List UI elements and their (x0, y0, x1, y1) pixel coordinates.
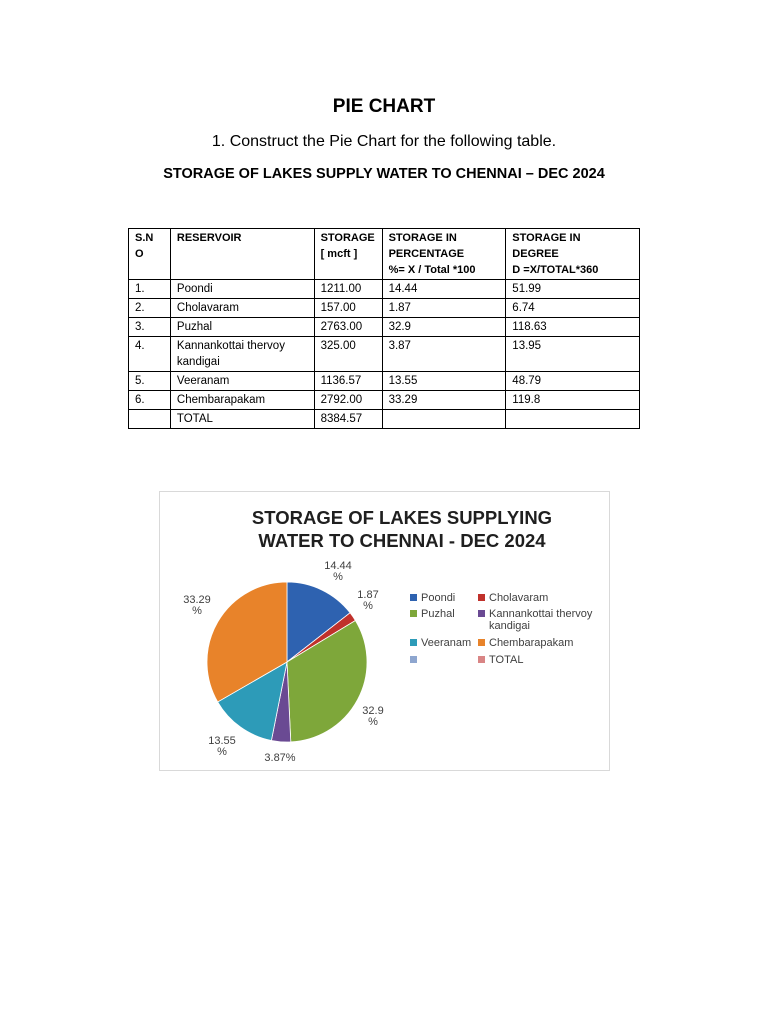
table-row (129, 372, 640, 391)
header-reservoir (170, 229, 314, 280)
header-sno (129, 229, 171, 280)
legend-item (478, 608, 592, 632)
cell-percentage: 13.55 (382, 372, 506, 391)
header-sno-line1: S.N (135, 232, 154, 244)
legend-item (478, 592, 548, 604)
legend-label: TOTAL (489, 654, 524, 666)
pie-data-label: 3.87% (264, 752, 296, 764)
legend-label: Veeranam (421, 637, 472, 649)
legend-label: Kannankottai thervoy (489, 608, 593, 620)
table-row (129, 391, 640, 410)
legend-label: Chembarapakam (489, 637, 574, 649)
cell-percentage: 14.44 (382, 280, 506, 299)
legend-swatch (478, 639, 485, 646)
table-row (129, 318, 640, 337)
pie-data-label: 14.44 % (324, 560, 352, 583)
cell-reservoir: Puzhal (170, 318, 314, 337)
legend-label (421, 654, 424, 666)
cell-reservoir: Veeranam (170, 372, 314, 391)
legend-item (410, 592, 455, 604)
header-percentage (382, 229, 506, 280)
cell-sno: 5. (129, 372, 171, 391)
header-deg-line1: STORAGE IN (512, 232, 581, 244)
cell-percentage: 1.87 (382, 299, 506, 318)
header-storage-line1: STORAGE (320, 232, 375, 244)
legend-item (410, 654, 424, 666)
cell-percentage: 3.87 (382, 337, 506, 372)
header-storage-line2: [ mcft ] (320, 248, 358, 260)
cell-sno: 6. (129, 391, 171, 410)
cell-degree: 51.99 (506, 280, 640, 299)
storage-table (128, 228, 640, 429)
table-row (129, 280, 640, 299)
cell-sno: 2. (129, 299, 171, 318)
header-reservoir-label: RESERVOIR (176, 232, 242, 244)
table-total-row (129, 410, 640, 429)
cell-reservoir: TOTAL (170, 410, 314, 429)
cell-degree: 48.79 (506, 372, 640, 391)
cell-storage: 1136.57 (314, 372, 382, 391)
legend-label: Cholavaram (489, 592, 549, 604)
cell-percentage: 33.29 (382, 391, 506, 410)
header-degree (506, 229, 640, 280)
cell-sno: 1. (129, 280, 171, 299)
cell-degree: 118.63 (506, 318, 640, 337)
legend-swatch (410, 656, 417, 663)
header-sno-line2: O (135, 248, 144, 260)
legend-label: Poondi (421, 592, 456, 604)
legend-label: Puzhal (421, 608, 455, 620)
cell-degree: 6.74 (506, 299, 640, 318)
legend-swatch (410, 594, 417, 601)
legend-item (478, 637, 573, 649)
cell-degree: 119.8 (506, 391, 640, 410)
legend-swatch (410, 610, 417, 617)
chart-title-line1: STORAGE OF LAKES SUPPLYING (251, 507, 553, 528)
legend-item (410, 637, 471, 649)
header-storage (314, 229, 382, 280)
cell-reservoir: Poondi (170, 280, 314, 299)
cell-degree: 13.95 (506, 337, 640, 372)
header-pct-line3: %= X / Total *100 (388, 264, 476, 276)
chart-title-line2: WATER TO CHENNAI - DEC 2024 (258, 530, 546, 551)
instruction-text: 1. Construct the Pie Chart for the following table. (211, 133, 557, 150)
pie-chart (159, 491, 610, 771)
cell-reservoir: Cholavaram (170, 299, 314, 318)
cell-storage: 8384.57 (314, 410, 382, 429)
cell-reservoir: Chembarapakam (170, 391, 314, 410)
cell-degree (506, 410, 640, 429)
legend-swatch (410, 639, 417, 646)
cell-sno: 4. (129, 337, 171, 372)
legend-item (478, 654, 523, 666)
table-subtitle: STORAGE OF LAKES SUPPLY WATER TO CHENNAI – DEC 2024 (163, 166, 605, 182)
cell-sno (129, 410, 171, 429)
cell-percentage (382, 410, 506, 429)
pie-data-label: 13.55 % (208, 735, 236, 758)
table-header-row (129, 229, 640, 280)
page-title: PIE CHART (332, 96, 436, 117)
cell-storage: 157.00 (314, 299, 382, 318)
legend-swatch (478, 656, 485, 663)
cell-storage: 2792.00 (314, 391, 382, 410)
pie-data-label: 32.9 % (362, 705, 384, 728)
pie-data-label: 1.87 % (357, 589, 379, 612)
header-pct-line2: PERCENTAGE (388, 248, 465, 260)
header-deg-line2: DEGREE (512, 248, 559, 260)
cell-reservoir: Kannankottai thervoy kandigai (170, 337, 314, 372)
table-row (129, 299, 640, 318)
legend-item (410, 608, 455, 620)
table-row (129, 337, 640, 372)
pie-data-label: 33.29 % (183, 594, 211, 617)
cell-storage: 325.00 (314, 337, 382, 372)
header-deg-line3: D =X/TOTAL*360 (512, 264, 599, 276)
cell-storage: 1211.00 (314, 280, 382, 299)
legend-swatch (478, 610, 485, 617)
header-pct-line1: STORAGE IN (388, 232, 457, 244)
legend-swatch (478, 594, 485, 601)
legend-label-line2: kandigai (489, 620, 530, 632)
cell-percentage: 32.9 (382, 318, 506, 337)
cell-storage: 2763.00 (314, 318, 382, 337)
cell-sno: 3. (129, 318, 171, 337)
